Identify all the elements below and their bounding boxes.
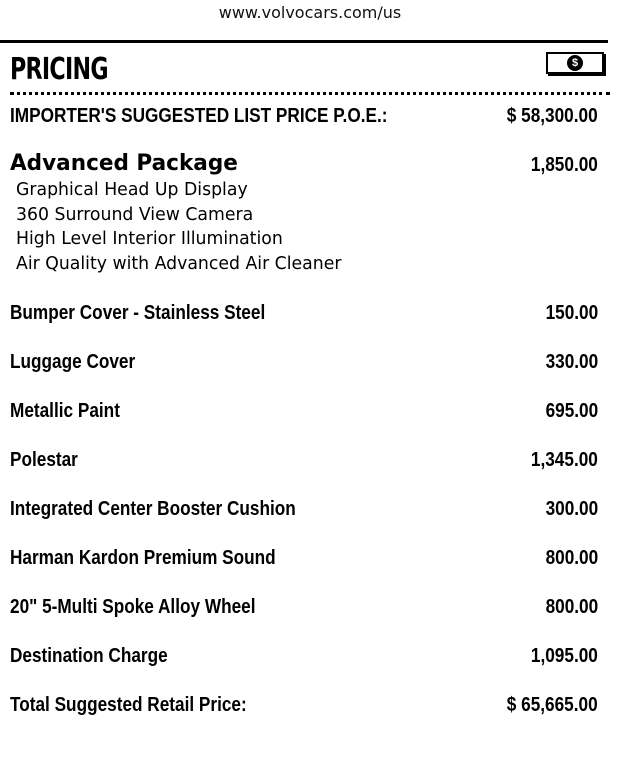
- option-row: [10, 349, 598, 377]
- option-price: 800.00: [545, 547, 598, 569]
- total-row: [10, 692, 598, 720]
- option-row: [10, 300, 598, 328]
- option-label: Bumper Cover - Stainless Steel: [10, 302, 266, 324]
- option-label: Integrated Center Booster Cushion: [10, 498, 296, 520]
- base-price-label: IMPORTER'S SUGGESTED LIST PRICE P.O.E.:: [10, 105, 388, 127]
- dollar-coin-icon: $: [567, 55, 583, 71]
- option-label: Polestar: [10, 449, 78, 471]
- option-price: 800.00: [545, 596, 598, 618]
- option-row: [10, 447, 598, 475]
- option-price: 300.00: [545, 498, 598, 520]
- base-price-row: [10, 103, 598, 131]
- package-feature-list: [16, 178, 516, 276]
- url-bar[interactable]: www.volvocars.com/us: [218, 3, 402, 22]
- dotted-divider: [10, 92, 610, 95]
- option-price: 150.00: [545, 302, 598, 324]
- total-label: Total Suggested Retail Price:: [10, 694, 247, 716]
- option-row: [10, 594, 598, 622]
- money-icon: [546, 52, 604, 74]
- top-divider: [0, 40, 608, 43]
- pricing-header: [0, 48, 608, 92]
- package-price: 1,850.00: [531, 154, 598, 176]
- option-row: [10, 545, 598, 573]
- option-label: Luggage Cover: [10, 351, 136, 373]
- package-feature: High Level Interior Illumination: [16, 228, 283, 249]
- total-price: $ 65,665.00: [507, 694, 598, 716]
- option-label: Harman Kardon Premium Sound: [10, 547, 276, 569]
- package-feature: Graphical Head Up Display: [16, 179, 248, 200]
- option-price: 1,345.00: [531, 449, 598, 471]
- package-name: Advanced Package: [10, 151, 238, 176]
- option-price: 1,095.00: [531, 645, 598, 667]
- base-price-value: $ 58,300.00: [507, 105, 598, 127]
- option-label: 20" 5-Multi Spoke Alloy Wheel: [10, 596, 256, 618]
- option-price: 695.00: [545, 400, 598, 422]
- option-row: [10, 643, 598, 671]
- package-feature: Air Quality with Advanced Air Cleaner: [16, 252, 342, 274]
- option-row: [10, 398, 598, 426]
- package-feature: 360 Surround View Camera: [16, 203, 254, 225]
- option-price: 330.00: [545, 351, 598, 373]
- option-row: [10, 496, 598, 524]
- option-label: Destination Charge: [10, 645, 168, 667]
- option-label: Metallic Paint: [10, 400, 120, 422]
- section-title: PRICING: [10, 52, 108, 87]
